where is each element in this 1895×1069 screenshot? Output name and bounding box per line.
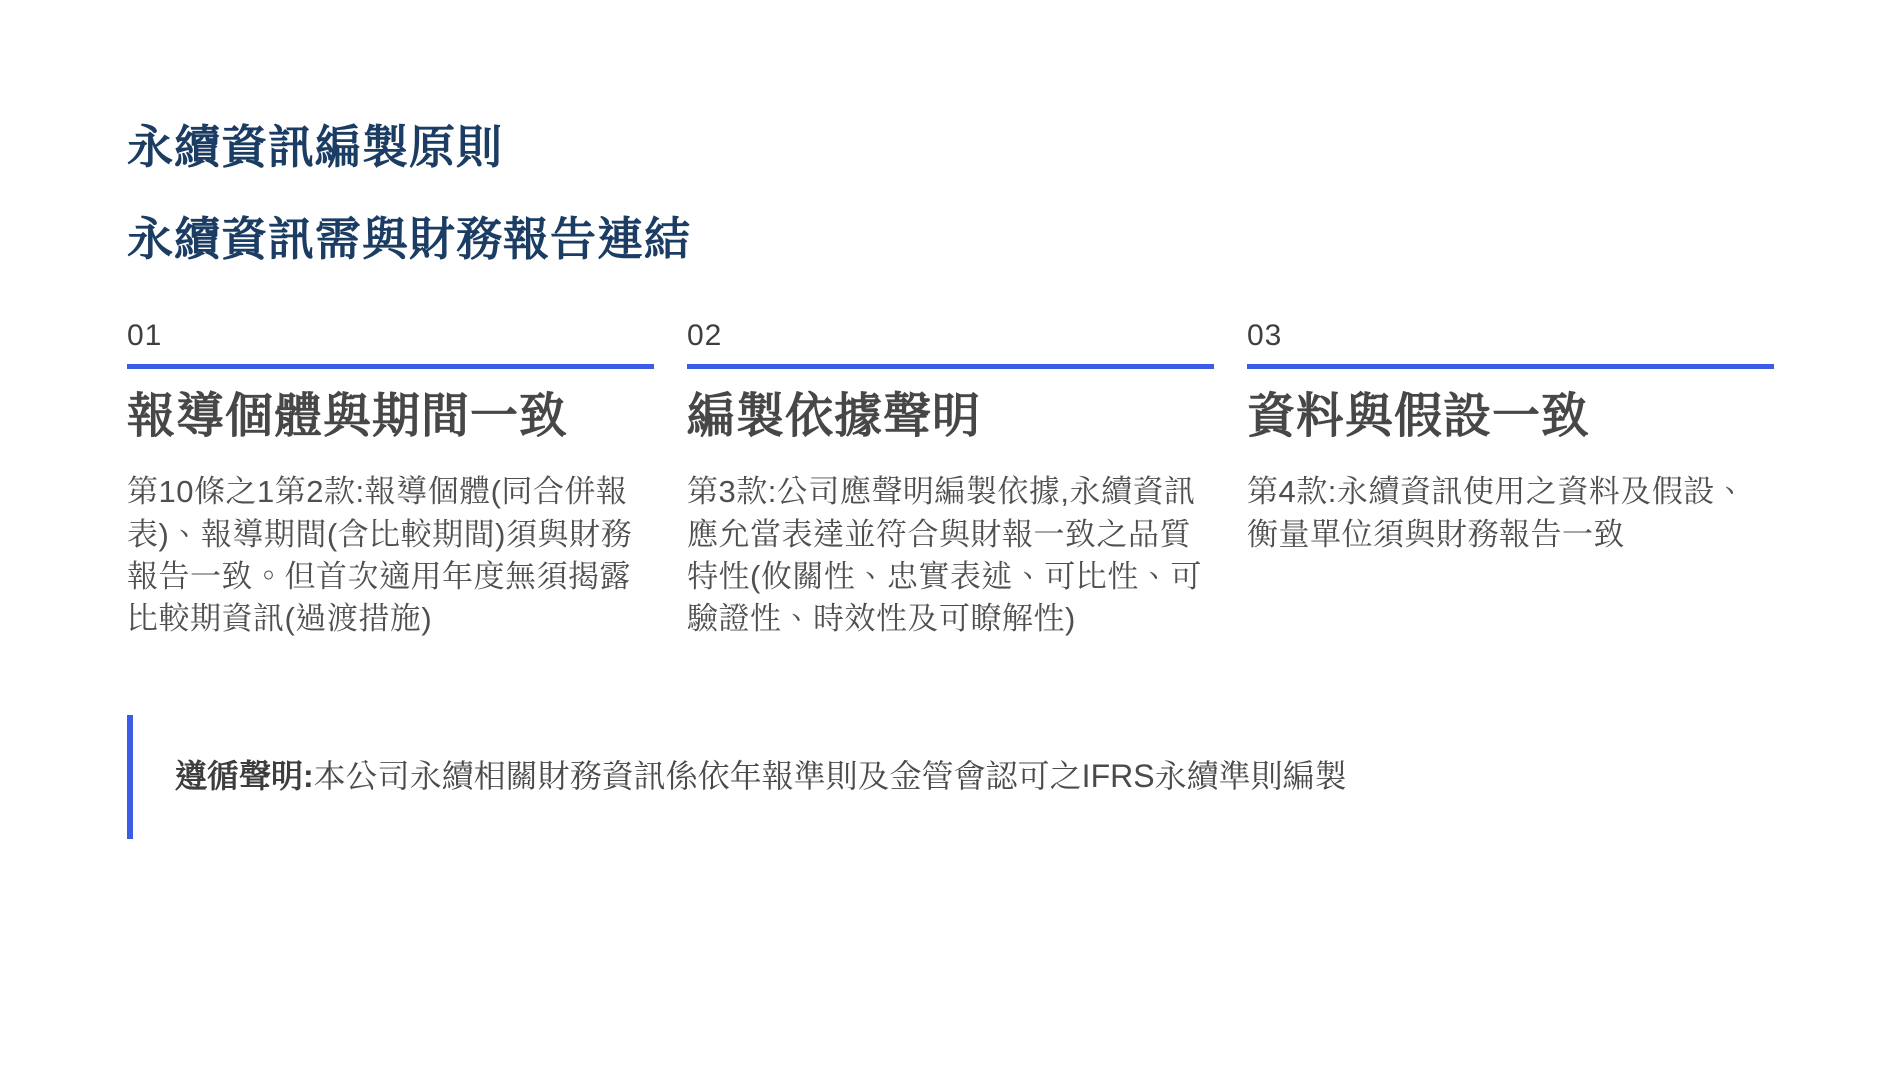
compliance-label: 遵循聲明: [175,758,314,795]
card-divider-line [687,364,1214,369]
compliance-statement [127,715,1774,839]
principles-row [127,318,1774,640]
card-body-text: 第4款:永續資訊使用之資料及假設、衡量單位須與財務報告一致 [1247,474,1747,552]
principle-card-02 [687,318,1214,640]
page-title-line1: 永續資訊編製原則 [127,121,503,173]
page-title-line2: 永續資訊需與財務報告連結 [127,212,691,265]
card-heading: 編製依據聲明 [687,389,982,443]
principle-card-01 [127,318,654,640]
card-body-text: 第3款:公司應聲明編製依據,永續資訊應允當表達並符合與財報一致之品質特性(攸關性、忠實表述、可比性、可驗證性、時效性及可瞭解性) [687,474,1202,636]
card-number: 01 [127,318,163,352]
card-divider-line [127,364,654,369]
compliance-text: 本公司永續相關財務資訊係依年報準則及金管會認可之IFRS永續準則編製 [313,758,1347,795]
card-number: 03 [1247,318,1283,352]
card-body-text: 第10條之1第2款:報導個體(同合併報表)、報導期間(含比較期間)須與財務報告一致。但首次適用年度無須揭露比較期資訊(過渡措施) [127,474,632,636]
card-number: 02 [687,318,723,352]
principle-card-03 [1247,318,1774,640]
card-heading: 報導個體與期間一致 [127,389,569,443]
card-heading: 資料與假設一致 [1247,389,1591,443]
card-divider-line [1247,364,1774,369]
